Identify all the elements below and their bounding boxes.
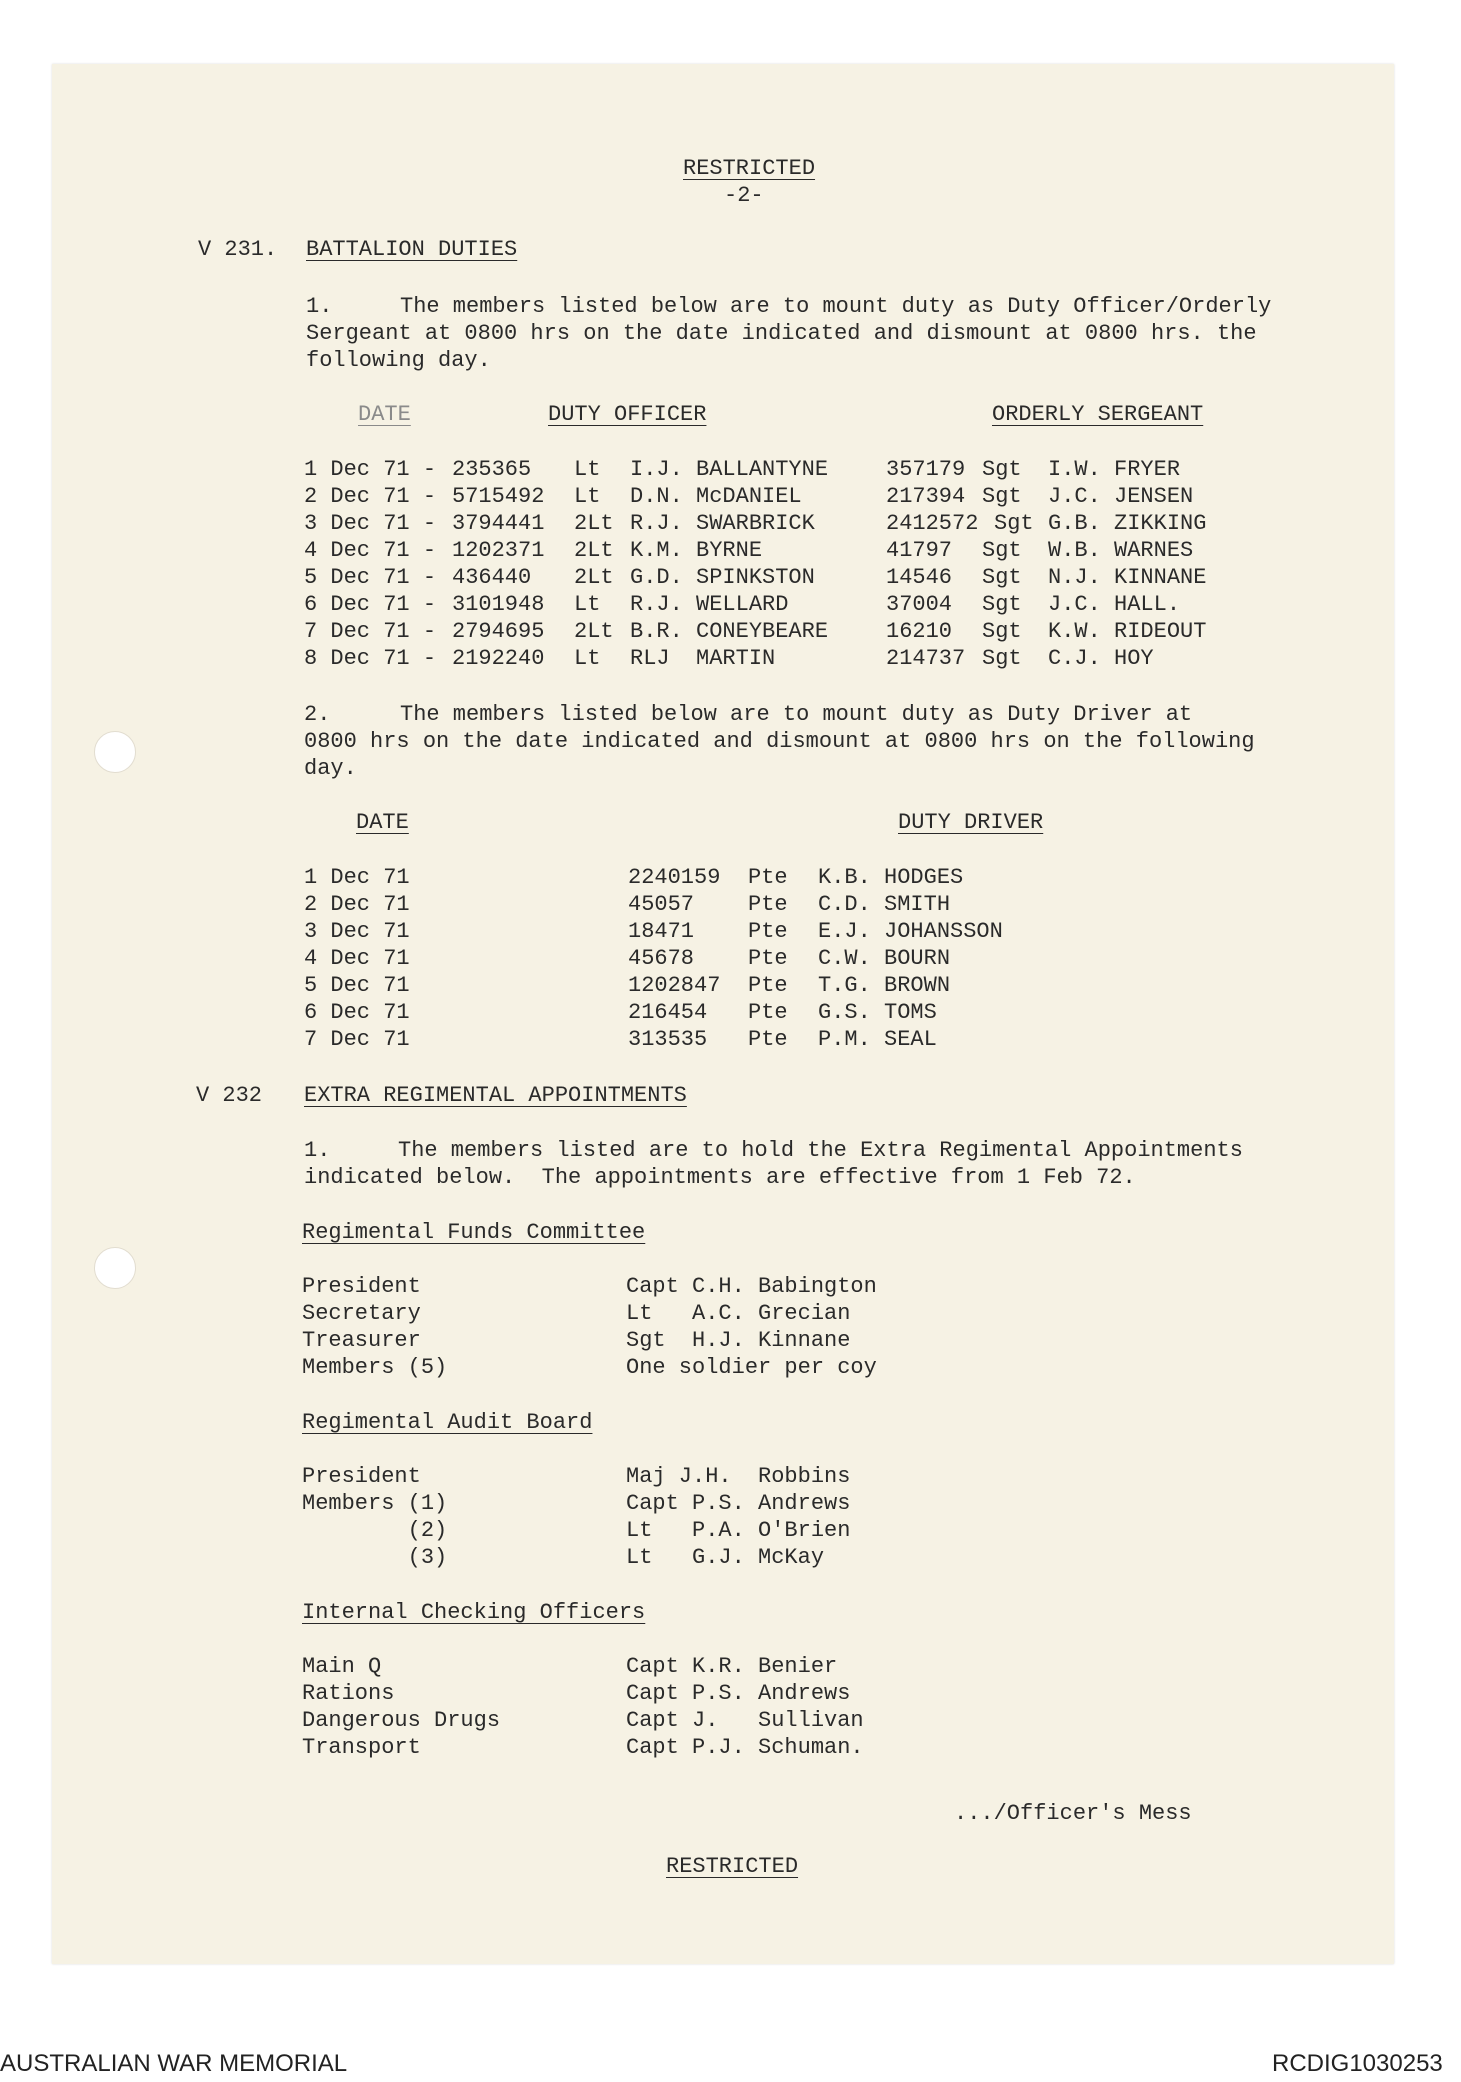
appointment-role: Secretary	[302, 1301, 421, 1326]
appointment-role: President	[302, 1274, 421, 1299]
table-cell-number: 3794441	[452, 511, 545, 536]
table-cell-number: 2192240	[452, 646, 545, 671]
appointment-role: Dangerous Drugs	[302, 1708, 501, 1733]
appointment-holder: Capt C.H. Babington	[626, 1274, 877, 1299]
table-cell-number: 436440	[452, 565, 532, 590]
table-cell-date: 1 Dec 71	[304, 865, 410, 890]
table-cell-number: 5715492	[452, 484, 545, 509]
table-cell-rank: Sgt	[982, 619, 1022, 644]
table-cell-number: 45678	[628, 946, 695, 971]
table-cell-name: E.J. JOHANSSON	[818, 919, 1003, 944]
archive-label: AUSTRALIAN WAR MEMORIAL	[0, 2050, 348, 2077]
table-cell-date: 5 Dec 71 -	[304, 565, 437, 590]
table-cell-name: K.M. BYRNE	[630, 538, 763, 563]
subsection-title-funds-committee: Regimental Funds Committee	[302, 1220, 646, 1245]
appointment-holder: Sgt H.J. Kinnane	[626, 1328, 851, 1353]
table-cell-rank: Pte	[748, 892, 788, 917]
table-cell-rank: Sgt	[982, 484, 1022, 509]
table-cell-name: J.C. HALL.	[1048, 592, 1181, 617]
table-cell-rank: Lt	[574, 457, 601, 482]
table-cell-name: RLJ MARTIN	[630, 646, 776, 671]
table-cell-name: C.D. SMITH	[818, 892, 951, 917]
table-cell-number: 16210	[886, 619, 953, 644]
punch-hole	[94, 1247, 136, 1289]
para-text: 0800 hrs on the date indicated and dismount at 0800 hrs on the following	[304, 729, 1255, 754]
column-header-date: DATE	[358, 402, 411, 427]
column-header-date: DATE	[356, 810, 409, 835]
table-cell-rank: Lt	[574, 592, 601, 617]
appointment-holder: One soldier per coy	[626, 1355, 877, 1380]
para-text: The members listed are to hold the Extra Regimental Appointments	[398, 1138, 1243, 1163]
table-cell-name: C.W. BOURN	[818, 946, 951, 971]
table-cell-number: 2412572	[886, 511, 979, 536]
table-cell-name: N.J. KINNANE	[1048, 565, 1207, 590]
table-cell-rank: Lt	[574, 484, 601, 509]
table-cell-name: C.J. HOY	[1048, 646, 1154, 671]
para-number: 1.	[304, 1138, 331, 1163]
table-cell-date: 4 Dec 71	[304, 946, 410, 971]
appointment-holder: Capt J. Sullivan	[626, 1708, 864, 1733]
table-cell-number: 41797	[886, 538, 953, 563]
para-number: 1.	[306, 294, 333, 319]
appointment-holder: Lt G.J. McKay	[626, 1545, 825, 1570]
table-cell-name: G.B. ZIKKING	[1048, 511, 1207, 536]
table-cell-number: 2240159	[628, 865, 721, 890]
para-text: following day.	[306, 348, 491, 373]
para-text: Sergeant at 0800 hrs on the date indicated and dismount at 0800 hrs. the	[306, 321, 1257, 346]
table-cell-rank: Pte	[748, 919, 788, 944]
table-cell-name: K.B. HODGES	[818, 865, 964, 890]
para-text: The members listed below are to mount duty as Duty Officer/Orderly	[400, 294, 1272, 319]
table-cell-rank: Pte	[748, 1000, 788, 1025]
subsection-title-audit-board: Regimental Audit Board	[302, 1410, 593, 1435]
table-cell-rank: Sgt	[994, 511, 1034, 536]
table-cell-date: 5 Dec 71	[304, 973, 410, 998]
appointment-role: Rations	[302, 1681, 395, 1706]
table-cell-name: G.D. SPINKSTON	[630, 565, 815, 590]
table-cell-date: 7 Dec 71	[304, 1027, 410, 1052]
table-cell-date: 7 Dec 71 -	[304, 619, 437, 644]
table-cell-number: 313535	[628, 1027, 708, 1052]
table-cell-rank: Lt	[574, 646, 601, 671]
table-cell-rank: Pte	[748, 946, 788, 971]
appointment-holder: Capt K.R. Benier	[626, 1654, 838, 1679]
table-cell-name: W.B. WARNES	[1048, 538, 1194, 563]
subsection-title-checking-officers: Internal Checking Officers	[302, 1600, 646, 1625]
para-text: The members listed below are to mount duty as Duty Driver at	[400, 702, 1193, 727]
table-cell-date: 3 Dec 71	[304, 919, 410, 944]
continuation-note: .../Officer's Mess	[954, 1801, 1192, 1826]
table-cell-name: P.M. SEAL	[818, 1027, 937, 1052]
appointment-holder: Capt P.S. Andrews	[626, 1681, 851, 1706]
para-text: day.	[304, 756, 357, 781]
column-header-duty-officer: DUTY OFFICER	[548, 402, 707, 427]
table-cell-number: 357179	[886, 457, 966, 482]
para-text: indicated below. The appointments are effective from 1 Feb 72.	[304, 1165, 1136, 1190]
table-cell-date: 2 Dec 71	[304, 892, 410, 917]
table-cell-rank: 2Lt	[574, 565, 614, 590]
table-cell-name: K.W. RIDEOUT	[1048, 619, 1207, 644]
table-cell-name: B.R. CONEYBEARE	[630, 619, 829, 644]
table-cell-date: 6 Dec 71 -	[304, 592, 437, 617]
table-cell-number: 14546	[886, 565, 953, 590]
table-cell-rank: Sgt	[982, 538, 1022, 563]
table-cell-number: 216454	[628, 1000, 708, 1025]
appointment-role: (2)	[302, 1518, 448, 1543]
column-header-orderly-sergeant: ORDERLY SERGEANT	[992, 402, 1204, 427]
appointment-role: Members (1)	[302, 1491, 448, 1516]
table-cell-rank: 2Lt	[574, 511, 614, 536]
appointment-role: Members (5)	[302, 1355, 448, 1380]
table-cell-rank: Sgt	[982, 565, 1022, 590]
table-cell-number: 18471	[628, 919, 695, 944]
appointment-holder: Maj J.H. Robbins	[626, 1464, 851, 1489]
section-title-v231: BATTALION DUTIES	[306, 237, 518, 262]
table-cell-number: 2794695	[452, 619, 545, 644]
appointment-role: Treasurer	[302, 1328, 421, 1353]
table-cell-name: I.W. FRYER	[1048, 457, 1181, 482]
section-title-v232: EXTRA REGIMENTAL APPOINTMENTS	[304, 1083, 687, 1108]
appointment-holder: Lt A.C. Grecian	[626, 1301, 851, 1326]
table-cell-number: 214737	[886, 646, 966, 671]
appointment-role: Main Q	[302, 1654, 382, 1679]
table-cell-rank: Pte	[748, 865, 788, 890]
table-cell-name: R.J. WELLARD	[630, 592, 789, 617]
table-cell-number: 217394	[886, 484, 966, 509]
header-classification: RESTRICTED	[683, 156, 816, 181]
section-ref-v232: V 232	[196, 1083, 263, 1108]
table-cell-number: 3101948	[452, 592, 545, 617]
table-cell-rank: Sgt	[982, 592, 1022, 617]
table-cell-name: J.C. JENSEN	[1048, 484, 1194, 509]
table-cell-rank: 2Lt	[574, 538, 614, 563]
table-cell-number: 235365	[452, 457, 532, 482]
table-cell-date: 2 Dec 71 -	[304, 484, 437, 509]
para-number: 2.	[304, 702, 331, 727]
section-ref-v231: V 231.	[198, 237, 278, 262]
table-cell-number: 37004	[886, 592, 953, 617]
table-cell-name: D.N. McDANIEL	[630, 484, 802, 509]
archive-record-id: RCDIG1030253	[1272, 2050, 1443, 2077]
page-number: -2-	[724, 183, 764, 208]
table-cell-number: 45057	[628, 892, 695, 917]
table-cell-rank: Sgt	[982, 646, 1022, 671]
table-cell-date: 3 Dec 71 -	[304, 511, 437, 536]
table-cell-date: 6 Dec 71	[304, 1000, 410, 1025]
table-cell-name: I.J. BALLANTYNE	[630, 457, 829, 482]
table-cell-date: 8 Dec 71 -	[304, 646, 437, 671]
table-cell-date: 4 Dec 71 -	[304, 538, 437, 563]
appointment-role: Transport	[302, 1735, 421, 1760]
table-cell-rank: Pte	[748, 1027, 788, 1052]
table-cell-number: 1202371	[452, 538, 545, 563]
table-cell-rank: Sgt	[982, 457, 1022, 482]
table-cell-rank: Pte	[748, 973, 788, 998]
table-cell-name: G.S. TOMS	[818, 1000, 937, 1025]
appointment-role: President	[302, 1464, 421, 1489]
appointment-role: (3)	[302, 1545, 448, 1570]
table-cell-name: T.G. BROWN	[818, 973, 951, 998]
table-cell-number: 1202847	[628, 973, 721, 998]
appointment-holder: Capt P.J. Schuman.	[626, 1735, 864, 1760]
punch-hole	[94, 731, 136, 773]
table-cell-rank: 2Lt	[574, 619, 614, 644]
table-cell-date: 1 Dec 71 -	[304, 457, 437, 482]
column-header-duty-driver: DUTY DRIVER	[898, 810, 1044, 835]
footer-classification: RESTRICTED	[666, 1854, 799, 1879]
appointment-holder: Capt P.S. Andrews	[626, 1491, 851, 1516]
table-cell-name: R.J. SWARBRICK	[630, 511, 815, 536]
appointment-holder: Lt P.A. O'Brien	[626, 1518, 851, 1543]
